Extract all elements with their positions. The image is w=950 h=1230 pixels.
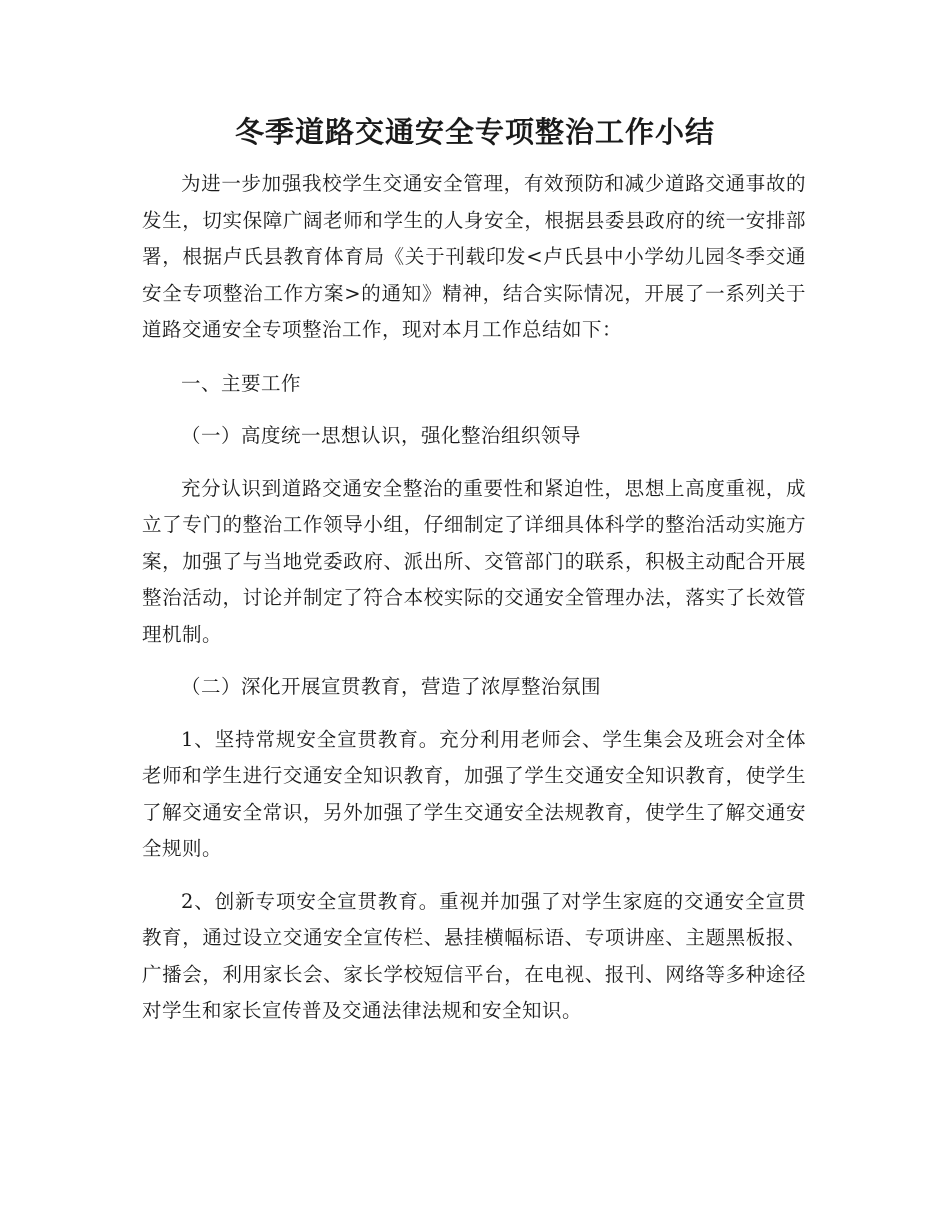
- leadership-paragraph: 充分认识到道路交通安全整治的重要性和紧迫性，思想上高度重视，成立了专门的整治工作领导小组，仔细制定了详细具体科学的整治活动实施方案，加强了与当地党委政府、派出所、交管部门的联系，积极主动配合开展整治活动，讨论并制定了符合本校实际的交通安全管理办法，落实了长效管理机制。: [142, 476, 806, 646]
- subsection-heading-leadership: （一）高度统一思想认识，强化整治组织领导: [181, 424, 582, 447]
- intro-paragraph: 为进一步加强我校学生交通安全管理，有效预防和减少道路交通事故的发生，切实保障广阔老师和学生的人身安全，根据县委县政府的统一安排部署，根据卢氏县教育体育局《关于刊载印发<卢氏县中小学幼儿园冬季交通安全专项整治工作方案>的通知》精神，结合实际情况，开展了一系列关于道路交通安全专项整治工作，现对本月工作总结如下：: [142, 172, 806, 341]
- section-heading-main-work: 一、主要工作: [181, 371, 302, 395]
- list-item-routine-education: 1、坚持常规安全宣贯教育。充分利用老师会、学生集会及班会对全体老师和学生进行交通安全知识教育，加强了学生交通安全知识教育，使学生了解交通安全常识，另外加强了学生交通安全法规教育，使学生了解交通安全规则。: [142, 727, 806, 860]
- subsection-heading-education: （二）深化开展宣贯教育，营造了浓厚整治氛围: [181, 675, 602, 698]
- document-body: [142, 166, 806, 1030]
- list-item-special-education: 2、创新专项安全宣贯教育。重视并加强了对学生家庭的交通安全宣贯教育，通过设立交通安全宣传栏、悬挂横幅标语、专项讲座、主题黑板报、广播会，利用家长会、家长学校短信平台，在电视、报刊、网络等多种途径对学生和家长宣传普及交通法律法规和安全知识。: [142, 889, 806, 1022]
- document-title: 冬季道路交通安全专项整治工作小结: [234, 115, 715, 149]
